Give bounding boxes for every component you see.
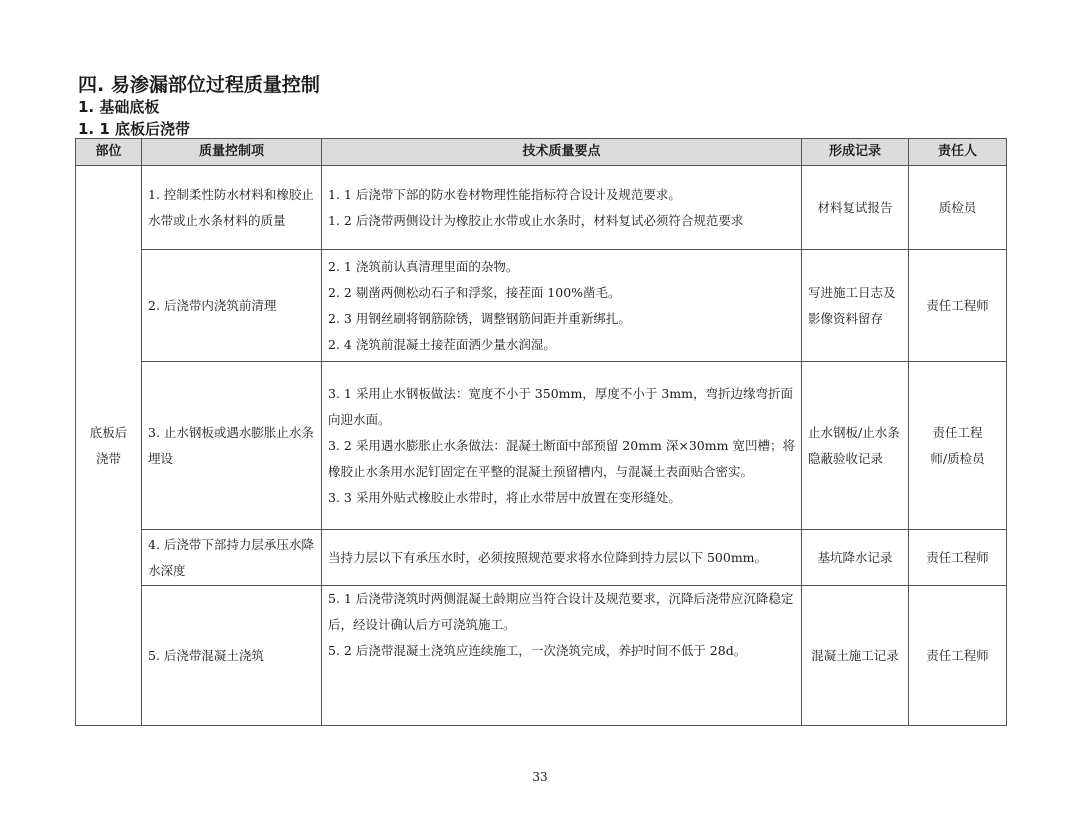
record-cell: 基坑降水记录 [802, 530, 909, 586]
item-cell [142, 530, 322, 586]
responsible-cell [909, 362, 1007, 530]
record-cell: 混凝土施工记录 [802, 586, 909, 726]
item-cell [142, 166, 322, 250]
record-cell: 写进施工日志及影像资料留存 [802, 250, 909, 362]
responsible-cell: 质检员 [909, 166, 1007, 250]
point-text: 2. 1 浇筑前认真清理里面的杂物。 [328, 258, 519, 274]
col-header-item: 质量控制项 [142, 139, 322, 166]
col-header-part: 部位 [76, 139, 142, 166]
table-row [76, 166, 1007, 250]
table-row [76, 530, 1007, 586]
record-cell: 止水钢板/止水条隐蔽验收记录 [802, 362, 909, 530]
item-cell [142, 362, 322, 530]
item-cell [142, 250, 322, 362]
responsible-cell: 责任工程师 [909, 250, 1007, 362]
table-row [76, 250, 1007, 362]
point-text: 2. 2 剔凿两侧松动石子和浮浆，接茬面 100%凿毛。 [328, 284, 621, 300]
subsubsection-title: 1. 1 底板后浇带 [78, 120, 191, 138]
part-cell [76, 166, 142, 726]
item-label: 4. 后浇带下部持力层承压水降水深度 [148, 536, 314, 578]
item-label: 2. 后浇带内浇筑前清理 [148, 297, 277, 313]
page-number: 33 [532, 770, 548, 784]
points-cell [322, 166, 802, 250]
responsible-label: 责任工程师/质检员 [930, 424, 985, 466]
quality-control-table [75, 138, 1007, 726]
col-header-points: 技术质量要点 [322, 139, 802, 166]
point-text: 5. 1 后浇带浇筑时两侧混凝土龄期应当符合设计及规范要求，沉降后浇带应沉降稳定后，经设计确认后方可浇筑施工。 [328, 591, 794, 632]
point-text: 当持力层以下有承压水时，必须按照规范要求将水位降到持力层以下 500mm。 [328, 549, 768, 565]
point-text: 1. 2 后浇带两侧设计为橡胶止水带或止水条时，材料复试必须符合规范要求 [328, 212, 744, 228]
point-text: 5. 2 后浇带混凝土浇筑应连续施工，一次浇筑完成，养护时间不低于 28d。 [328, 643, 747, 658]
item-label: 5. 后浇带混凝土浇筑 [148, 647, 264, 663]
points-cell [322, 586, 802, 726]
subsection-title: 1. 基础底板 [78, 98, 160, 116]
point-text: 2. 3 用钢丝刷将钢筋除锈，调整钢筋间距并重新绑扎。 [328, 310, 631, 326]
point-text: 3. 1 采用止水钢板做法：宽度不小于 350mm，厚度不小于 3mm，弯折边缘弯折面向迎水面。 [328, 385, 793, 427]
points-cell [322, 250, 802, 362]
point-text: 1. 1 后浇带下部的防水卷材物理性能指标符合设计及规范要求。 [328, 186, 681, 202]
table-row [76, 586, 1007, 726]
table-header-row [76, 139, 1007, 166]
responsible-cell: 责任工程师 [909, 586, 1007, 726]
col-header-record: 形成记录 [802, 139, 909, 166]
item-label: 3. 止水钢板或遇水膨胀止水条埋设 [148, 424, 314, 466]
point-text: 3. 3 采用外贴式橡胶止水带时，将止水带居中放置在变形缝处。 [328, 489, 681, 505]
part-label: 底板后浇带 [89, 424, 128, 466]
col-header-responsible: 责任人 [909, 139, 1007, 166]
item-label: 1. 控制柔性防水材料和橡胶止水带或止水条材料的质量 [148, 186, 314, 228]
points-cell [322, 530, 802, 586]
point-text: 3. 2 采用遇水膨胀止水条做法：混凝土断面中部预留 20mm 深×30mm 宽凹槽；将橡胶止水条用水泥钉固定在平整的混凝土预留槽内，与混凝土表面贴合密实。 [328, 437, 795, 479]
item-cell [142, 586, 322, 726]
record-cell: 材料复试报告 [802, 166, 909, 250]
section-title: 四. 易渗漏部位过程质量控制 [78, 74, 320, 96]
table-row [76, 362, 1007, 530]
responsible-cell: 责任工程师 [909, 530, 1007, 586]
point-text: 2. 4 浇筑前混凝土接茬面洒少量水润湿。 [328, 336, 556, 352]
points-cell [322, 362, 802, 530]
